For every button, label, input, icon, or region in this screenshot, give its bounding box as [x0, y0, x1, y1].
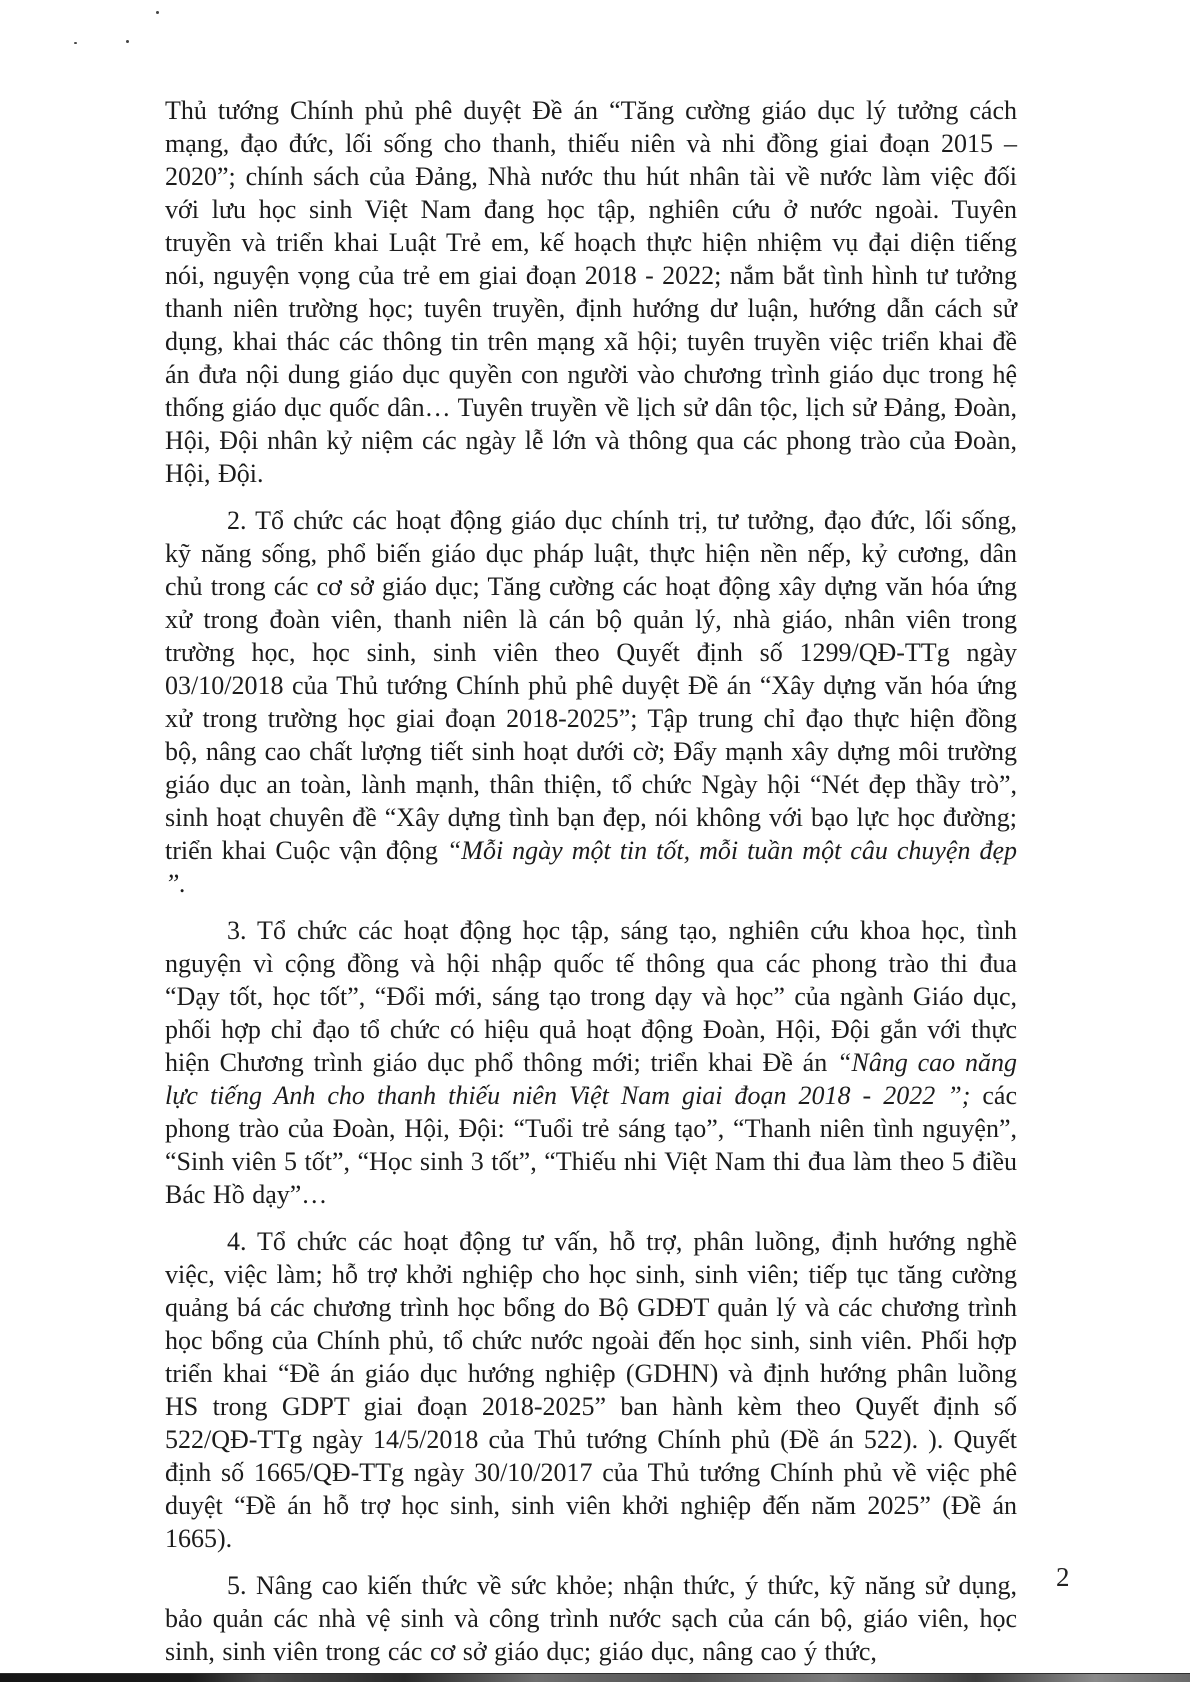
paragraph-segment: 3. Tổ chức các hoạt động học tập, sáng tạo, nghiên cứu khoa học, tình nguyện vì cộng đồng và hội nhập quốc tế thông qua các phong trào thi đua “Dạy tốt, học tốt”, “Đổi mới, sáng tạo trong dạy và học” của ngành Giáo dục, phối hợp chỉ đạo tổ chức có hiệu quả hoạt động Đoàn, Hội, Đội gắn với thực hiện Chương trình giáo dục phổ thông mới; triển khai Đề án [165, 916, 1017, 1077]
paragraph [165, 1225, 1017, 1555]
paragraph-segment-italic: “Mỗi ngày một tin tốt, mỗi tuần một câu chuyện đẹp ”. [165, 836, 1017, 898]
paragraph [165, 1569, 1017, 1668]
page-number: 2 [1056, 1562, 1070, 1592]
paragraph [165, 504, 1017, 900]
paragraph-segment: 2. Tổ chức các hoạt động giáo dục chính trị, tư tưởng, đạo đức, lối sống, kỹ năng sống, phổ biến giáo dục pháp luật, thực hiện nền nếp, kỷ cương, dân chủ trong các cơ sở giáo dục; Tăng cường các hoạt động xây dựng văn hóa ứng xử trong đoàn viên, thanh niên là cán bộ quản lý, nhà giáo, nhân viên trong trường học, học sinh, sinh viên theo Quyết định số 1299/QĐ-TTg ngày 03/10/2018 của Thủ tướng Chính phủ phê duyệt Đề án “Xây dựng văn hóa ứng xử trong trường học giai đoạn 2018-2025”; Tập trung chỉ đạo thực hiện đồng bộ, nâng cao chất lượng tiết sinh hoạt dưới cờ; Đẩy mạnh xây dựng môi trường giáo dục an toàn, lành mạnh, thân thiện, tổ chức Ngày hội “Nét đẹp thầy trò”, sinh hoạt chuyên đề “Xây dựng tình bạn đẹp, nói không với bạo lực học đường; triển khai Cuộc vận động [165, 506, 1017, 865]
scan-speck [156, 11, 159, 14]
paragraph [165, 94, 1017, 490]
paragraph-segment: Thủ tướng Chính phủ phê duyệt Đề án “Tăng cường giáo dục lý tưởng cách mạng, đạo đức, lối sống cho thanh, thiếu niên và nhi đồng giai đoạn 2015 – 2020”; chính sách của Đảng, Nhà nước thu hút nhân tài về nước làm việc đối với lưu học sinh Việt Nam đang học tập, nghiên cứu ở nước ngoài. Tuyên truyền và triển khai Luật Trẻ em, kế hoạch thực hiện nhiệm vụ đại diện tiếng nói, nguyện vọng của trẻ em giai đoạn 2018 - 2022; nắm bắt tình hình tư tưởng thanh niên trường học; tuyên truyền, định hướng dư luận, hướng dẫn cách sử dụng, khai thác các thông tin trên mạng xã hội; tuyên truyền việc triển khai đề án đưa nội dung giáo dục quyền con người vào chương trình giáo dục trong hệ thống giáo dục quốc dân… Tuyên truyền về lịch sử dân tộc, lịch sử Đảng, Đoàn, Hội, Đội nhân kỷ niệm các ngày lễ lớn và thông qua các phong trào của Đoàn, Hội, Đội. [165, 96, 1017, 488]
scan-edge-artifact [0, 1673, 1190, 1682]
scan-speck [126, 40, 129, 43]
paragraph [165, 914, 1017, 1211]
paragraph-segment: 4. Tổ chức các hoạt động tư vấn, hỗ trợ, phân luồng, định hướng nghề việc, việc làm; hỗ trợ khởi nghiệp cho học sinh, sinh viên; tiếp tục tăng cường quảng bá các chương trình học bổng do Bộ GDĐT quản lý và các chương trình học bổng của Chính phủ, tổ chức nước ngoài đến học sinh, sinh viên. Phối hợp triển khai “Đề án giáo dục hướng nghiệp (GDHN) và định hướng phân luồng HS trong GDPT giai đoạn 2018-2025” ban hành kèm theo Quyết định số 522/QĐ-TTg ngày 14/5/2018 của Thủ tướng Chính phủ (Đề án 522). ). Quyết định số 1665/QĐ-TTg ngày 30/10/2017 của Thủ tướng Chính phủ về việc phê duyệt “Đề án hỗ trợ học sinh, sinh viên khởi nghiệp đến năm 2025” (Đề án 1665). [165, 1227, 1017, 1553]
paragraph-segment: các phong trào của Đoàn, Hội, Đội: “Tuổi trẻ sáng tạo”, “Thanh niên tình nguyện”, “Sinh viên 5 tốt”, “Học sinh 3 tốt”, “Thiếu nhi Việt Nam thi đua làm theo 5 điều Bác Hồ dạy”… [165, 1081, 1017, 1209]
paragraph-segment-italic: “Nâng cao năng lực tiếng Anh cho thanh thiếu niên Việt Nam giai đoạn 2018 - 2022 ”; [165, 1048, 1018, 1110]
scan-speck [74, 42, 77, 44]
document-body [165, 94, 1017, 1682]
paragraph-segment: 5. Nâng cao kiến thức về sức khỏe; nhận thức, ý thức, kỹ năng sử dụng, bảo quản các nhà vệ sinh và công trình nước sạch của cán bộ, giáo viên, học sinh, sinh viên trong các cơ sở giáo dục; giáo dục, nâng cao ý thức, [165, 1571, 1017, 1666]
